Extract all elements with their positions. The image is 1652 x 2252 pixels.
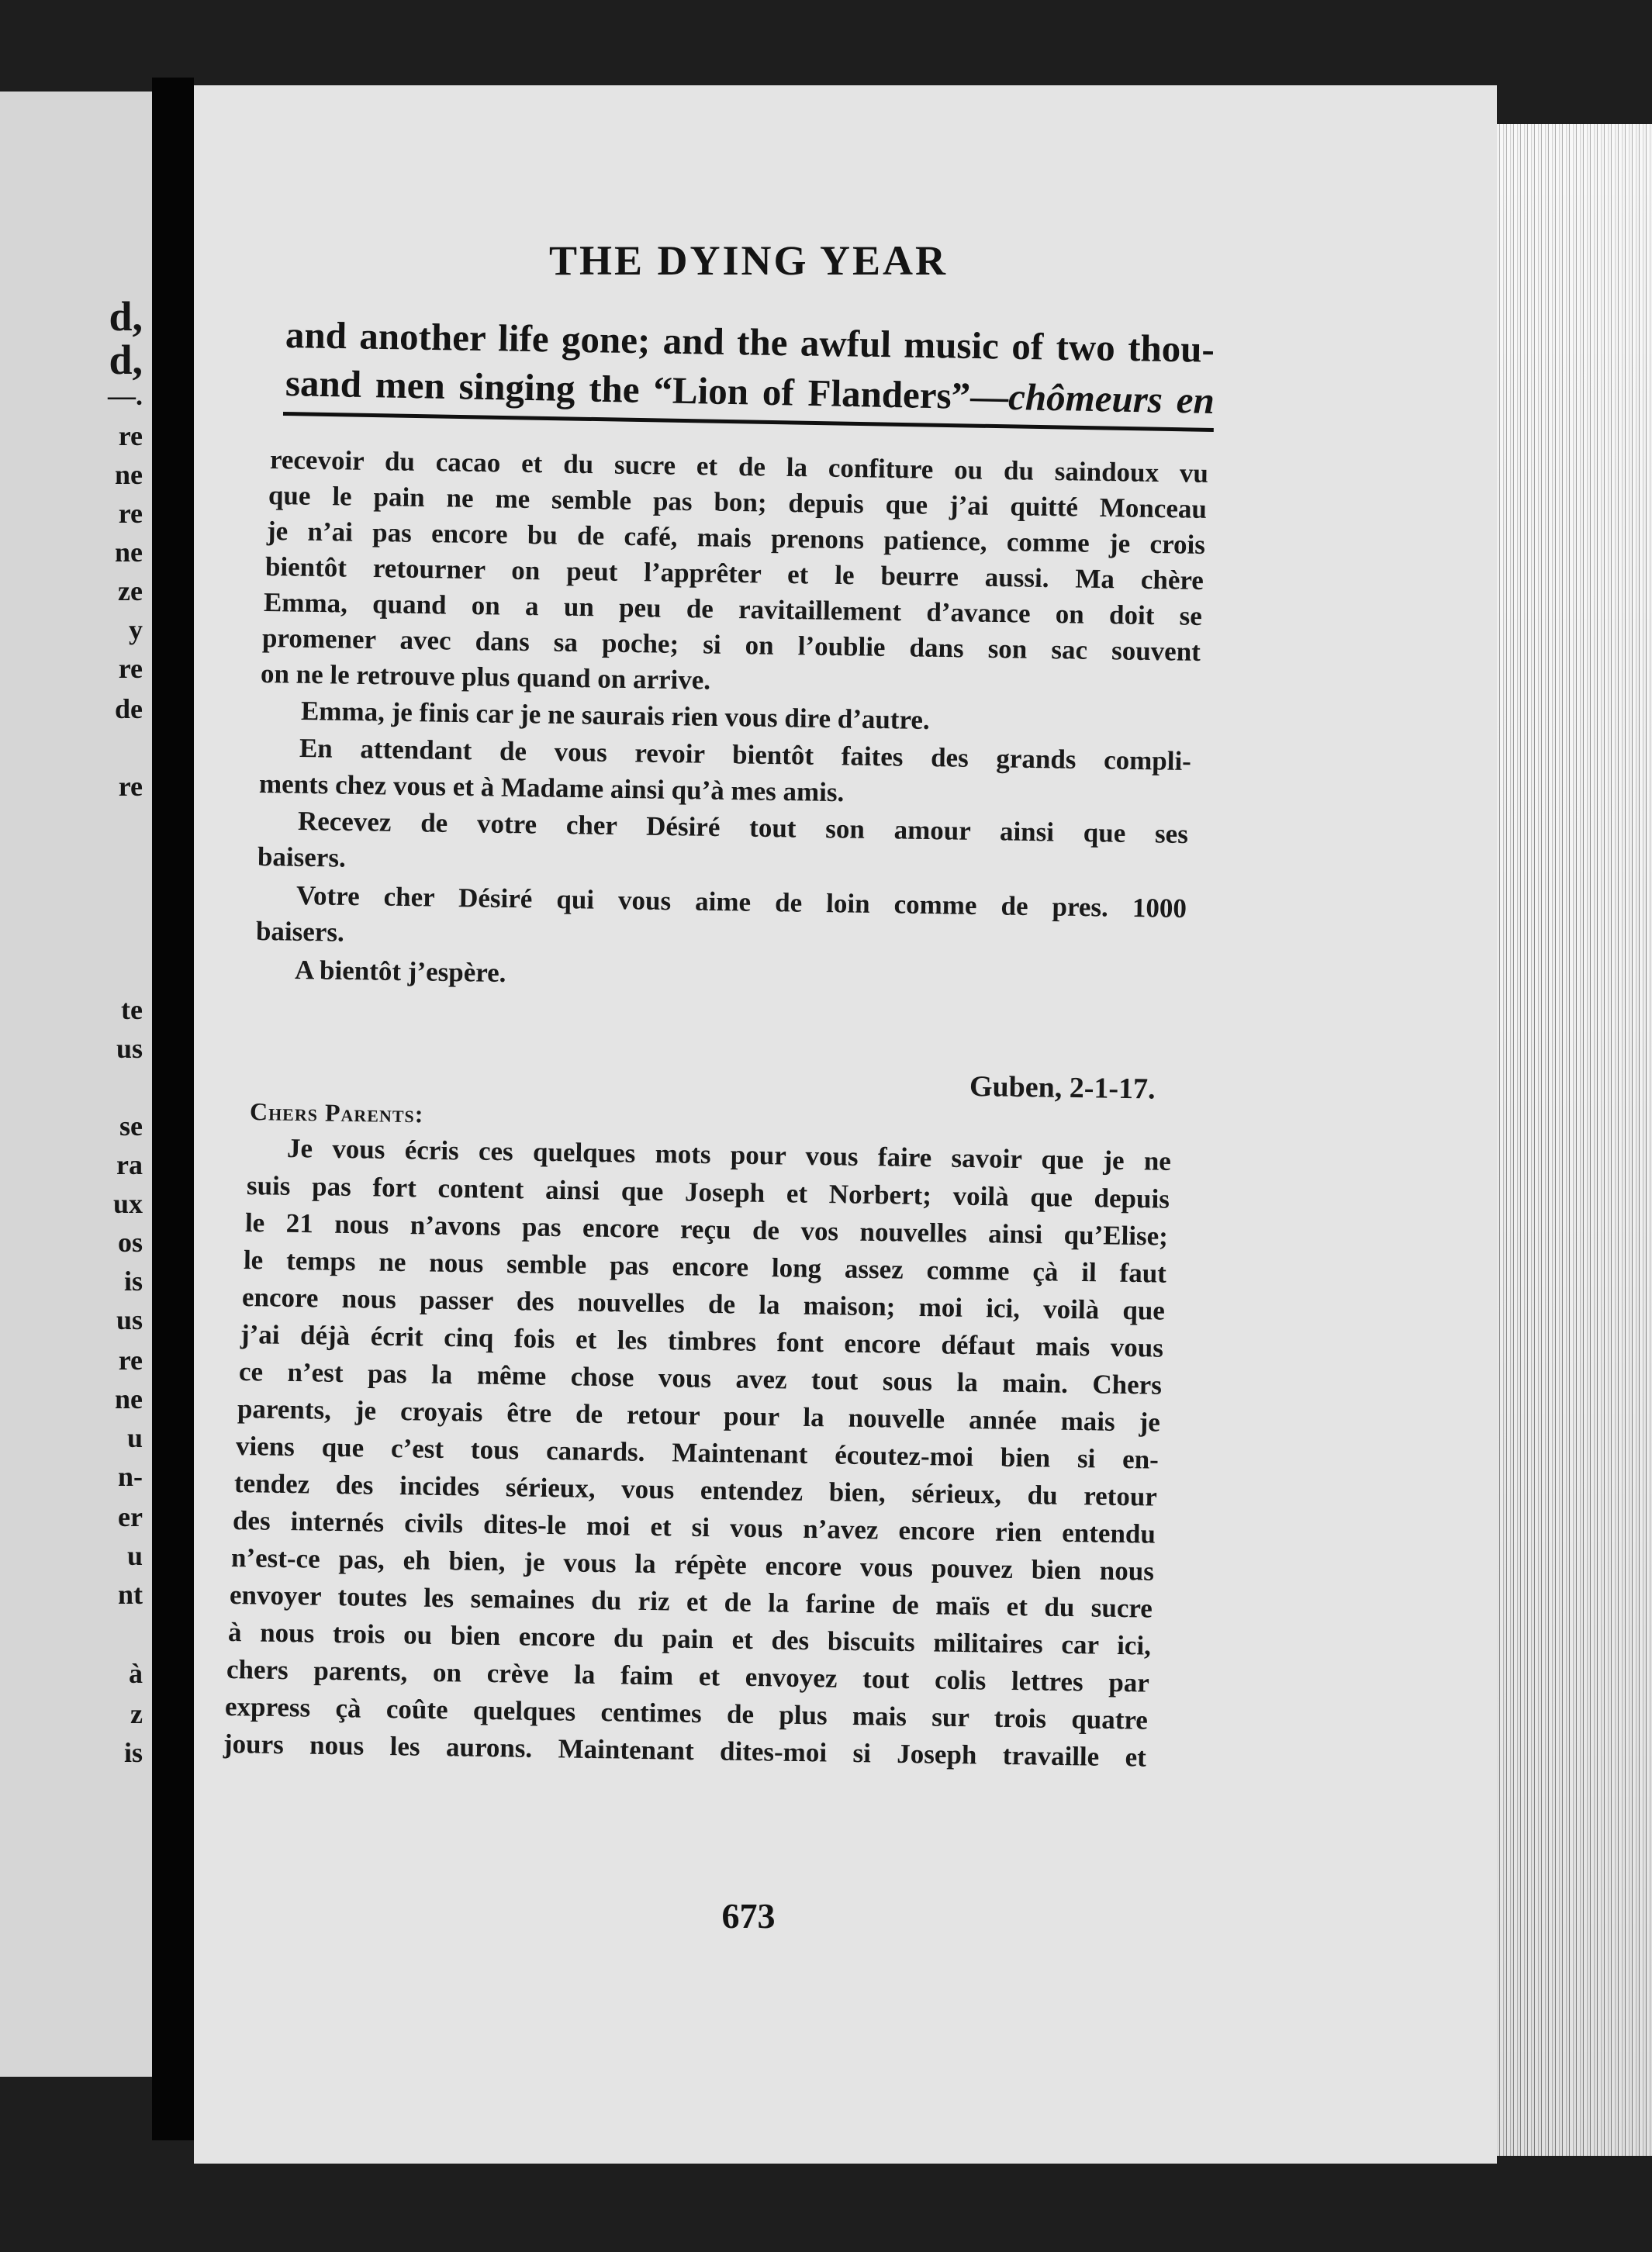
letter-line: j’ai déjà écrit cinq fois et les timbres font encore défaut mais vous (240, 1319, 1164, 1363)
letter-line: En attendant de vous revoir bientôt faites des grands compli- (299, 733, 1192, 777)
prev-page-fragment: ne (115, 1383, 143, 1414)
prev-page-fragment: u (126, 1422, 143, 1453)
prev-page-fragment: de (115, 693, 143, 724)
prev-page-fragment: à (129, 1658, 143, 1689)
prev-page-fragment: ze (118, 575, 143, 606)
letter-line: Recevez de votre cher Désiré tout son amour ainsi que ses (297, 806, 1189, 850)
main-text-italic-segment: chômeurs en (1007, 375, 1215, 422)
letter-line: Emma, je finis car je ne saurais rien vous dire d’autre. (300, 696, 930, 736)
letter-line: tendez des incides sérieux, vous entendez bien, sérieux, du retour (233, 1468, 1158, 1512)
letter-line: express çà coûte quelques centimes de plus mais sur trois quatre (224, 1691, 1149, 1736)
letter-line: je n’ai pas encore bu de café, mais prenons patience, comme je crois (266, 516, 1206, 560)
prev-page-fragment: ra (116, 1149, 143, 1180)
letter-line: ce n’est pas la même chose vous avez tout sous la main. Chers (238, 1356, 1163, 1401)
letter-line: n’est-ce pas, eh bien, je vous la répète encore vous pouvez bien nous (230, 1542, 1155, 1587)
letter-line: suis pas fort content ainsi que Joseph et Norbert; voilà que depuis (246, 1170, 1170, 1214)
prev-page-fragment: ne (115, 537, 143, 568)
prev-page-fragment: z (130, 1698, 143, 1729)
book-gutter (152, 78, 194, 2140)
prev-page-fragment: re (118, 1345, 143, 1376)
prev-page-fragment: d, (109, 337, 143, 383)
salutation: Chers Parents: (249, 1097, 424, 1128)
prev-page-fragment: us (116, 1033, 143, 1064)
prev-page-fragment: re (118, 420, 143, 451)
prev-page-fragment: ne (115, 459, 143, 490)
running-head: THE DYING YEAR (548, 237, 949, 284)
letter-line: le 21 nous n’avons pas encore reçu de vos nouvelles ainsi qu’Elise; (244, 1207, 1169, 1252)
place-date: Guben, 2-1-17. (969, 1070, 1156, 1106)
letter-line: chers parents, on crève la faim et envoyez tout colis lettres par (226, 1654, 1150, 1698)
letter-line: ments chez vous et à Madame ainsi qu’à mes amis. (258, 769, 845, 808)
letter-line: Je vous écris ces quelques mots pour vous faire savoir que je ne (286, 1133, 1172, 1176)
letter-line: recevoir du cacao et du sucre et de la confiture ou du saindoux vu (269, 444, 1209, 489)
letter-line: Emma, quand on a un peu de ravitaillement d’avance on doit se (263, 587, 1203, 631)
letter-line: que le pain ne me semble pas bon; depuis que j’ai quitté Monceau (268, 480, 1208, 524)
prev-page-fragment: ux (112, 1188, 143, 1219)
main-text-segment: sand men singing the “Lion of Flanders”— (285, 361, 1009, 418)
prev-page-fragment: us (116, 1304, 143, 1335)
prev-page-fragment: se (119, 1110, 143, 1142)
letter-line: baisers. (257, 841, 347, 873)
book-page (194, 85, 1497, 2164)
prev-page-fragment: —. (108, 380, 143, 411)
letter-line: baisers. (255, 916, 345, 948)
prev-page-fragment: re (118, 771, 143, 802)
letter-line: le temps ne nous semble pas encore long assez comme çà il faut (243, 1245, 1167, 1289)
letter-line: des internés civils dites-le moi et si vous n’avez encore rien entendu (232, 1505, 1156, 1549)
page-number: 673 (721, 1896, 776, 1936)
letter-line: viens que c’est tous canards. Maintenant écoutez-moi bien si en- (235, 1431, 1160, 1475)
prev-page-fragment: n- (117, 1461, 143, 1492)
letter-line: A bientôt j’espère. (294, 955, 506, 989)
prev-page-fragment: is (123, 1266, 143, 1297)
prev-page-fragment: y (129, 614, 143, 645)
prev-page-fragment: er (118, 1501, 143, 1532)
prev-page-fragment: os (117, 1227, 143, 1258)
letter-line: envoyer toutes les semaines du riz et de la farine de maïs et du sucre (229, 1580, 1153, 1624)
page-stack-edge (1497, 124, 1652, 2156)
letter-line: Votre cher Désiré qui vous aime de loin comme de pres. 1000 (295, 880, 1187, 924)
letter-line: bientôt retourner on peut l’apprêter et le beurre aussi. Ma chère (264, 551, 1204, 596)
main-text-line: and another life gone; and the awful music of two thou- (285, 313, 1215, 371)
prev-page-fragment: nt (117, 1579, 143, 1610)
letter-line: encore nous passer des nouvelles de la maison; moi ici, voilà que (241, 1282, 1166, 1326)
prev-page-fragment: d, (109, 293, 143, 340)
letter-line: jours nous les aurons. Maintenant dites-moi si Joseph travaille et (223, 1729, 1147, 1773)
prev-page-fragment: is (123, 1737, 143, 1768)
letter-line: promener avec dans sa poche; si on l’oublie dans son sac souvent (261, 623, 1201, 667)
prev-page-fragment: re (118, 653, 143, 684)
letter-line: parents, je croyais être de retour pour la nouvelle année mais je (237, 1394, 1161, 1438)
prev-page-fragment: te (121, 994, 143, 1025)
letter-line: à nous trois ou bien encore du pain et des biscuits militaires car ici, (227, 1617, 1152, 1661)
prev-page-fragment: re (118, 498, 143, 529)
previous-page-edge (0, 92, 152, 2077)
letter-line: on ne le retrouve plus quand on arrive. (260, 658, 711, 696)
prev-page-fragment: u (126, 1540, 143, 1571)
